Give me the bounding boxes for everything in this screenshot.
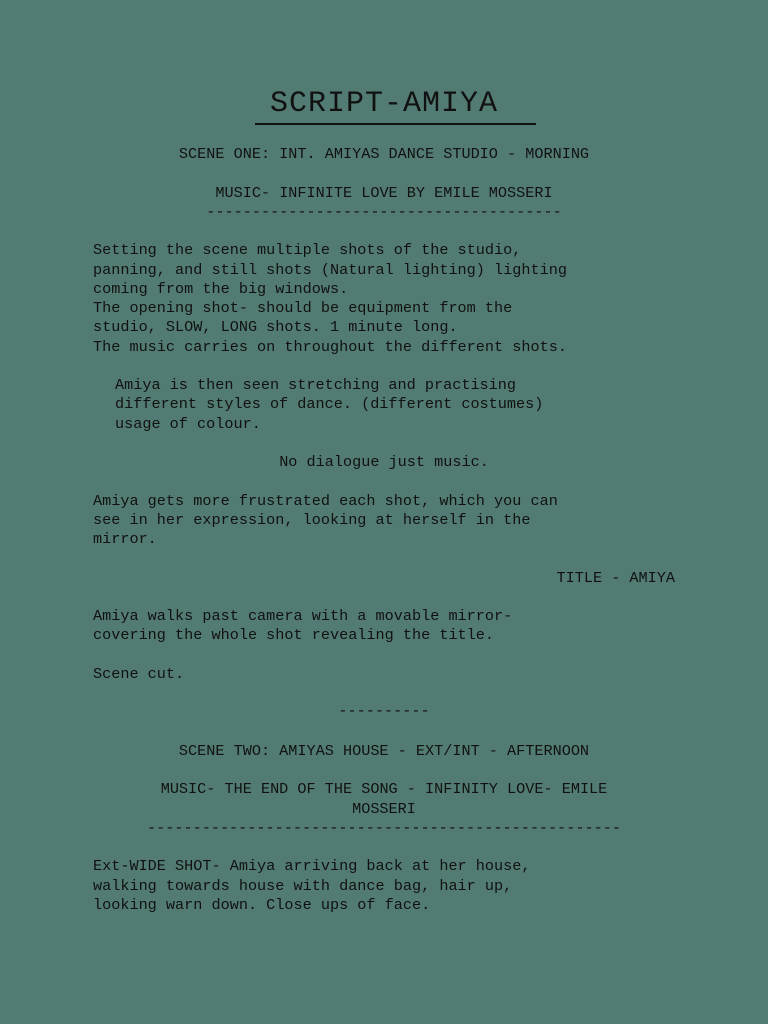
scene-one-paragraph-2-line: Amiya is then seen stretching and practising — [115, 376, 517, 394]
scene-one-paragraph-3-line: Amiya gets more frustrated each shot, which you can — [93, 492, 558, 510]
scene-two-heading: SCENE TWO: AMIYAS HOUSE - EXT/INT - AFTERNOON — [178, 742, 590, 760]
scene-one-music-rule: --------------------------------------- — [206, 203, 562, 221]
scene-one-paragraph-1-line: panning, and still shots (Natural lighting) lighting — [93, 261, 567, 279]
title-cue: TITLE - AMIYA — [556, 569, 675, 587]
page-title: SCRIPT-AMIYA — [269, 87, 499, 121]
scene-two-music-line-2: MOSSERI — [352, 800, 416, 818]
scene-one-paragraph-3-line: see in her expression, looking at herself in the — [93, 511, 531, 529]
scene-one-paragraph-1-line: studio, SLOW, LONG shots. 1 minute long. — [93, 318, 458, 336]
scene-one-paragraph-2-line: usage of colour. — [115, 415, 261, 433]
scene-two-music-line-1: MUSIC- THE END OF THE SONG - INFINITY LOVE- EMILE — [160, 780, 608, 798]
scene-one-music: MUSIC- INFINITE LOVE BY EMILE MOSSERI — [215, 184, 553, 202]
scene-separator: ---------- — [338, 702, 430, 720]
scene-one-paragraph-1-line: The music carries on throughout the different shots. — [93, 338, 567, 356]
scene-one-paragraph-3-line: mirror. — [93, 530, 157, 548]
scene-two-music-rule: ---------------------------------------------------- — [147, 819, 621, 837]
scene-two-paragraph-1-line: walking towards house with dance bag, hair up, — [93, 877, 513, 895]
scene-one-paragraph-1-line: The opening shot- should be equipment from the — [93, 299, 513, 317]
scene-two-paragraph-1-line: looking warn down. Close ups of face. — [93, 896, 431, 914]
scene-two-paragraph-1-line: Ext-WIDE SHOT- Amiya arriving back at her house, — [93, 857, 531, 875]
scene-one-paragraph-4-line: Amiya walks past camera with a movable mirror- — [93, 607, 513, 625]
scene-one-paragraph-4-line: covering the whole shot revealing the title. — [93, 626, 495, 644]
scene-one-paragraph-2-line: different styles of dance. (different costumes) — [115, 395, 544, 413]
title-underline — [255, 123, 536, 125]
scene-one-heading: SCENE ONE: INT. AMIYAS DANCE STUDIO - MORNING — [178, 145, 590, 163]
no-dialogue-note: No dialogue just music. — [279, 453, 489, 471]
scene-cut-note: Scene cut. — [93, 665, 185, 683]
scene-one-paragraph-1-line: Setting the scene multiple shots of the studio, — [93, 241, 522, 259]
scene-one-paragraph-1-line: coming from the big windows. — [93, 280, 349, 298]
